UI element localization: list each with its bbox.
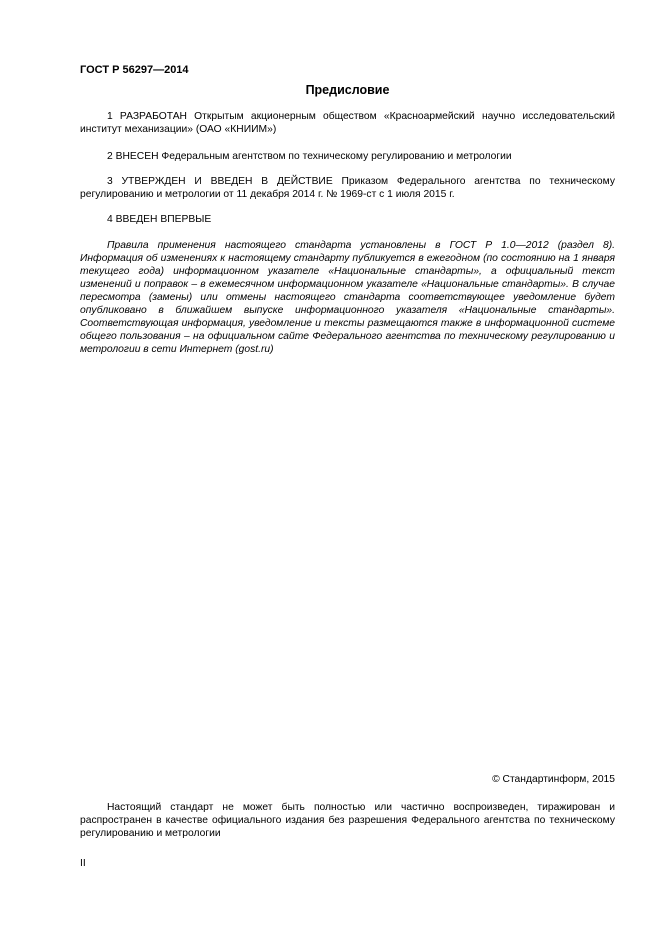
reproduction-notice: Настоящий стандарт не может быть полностью или частично воспроизведен, тиражирован и распространен в качестве официального издания без разрешения Федерального агентства по техническому регулированию и метрологии [80, 802, 615, 839]
paragraph-developed: 1 РАЗРАБОТАН Открытым акционерным обществом «Красноармейский научно исследовательский институт механизации» (ОАО «КНИИМ») [80, 111, 615, 135]
paragraph-first-introduced: 4 ВВЕДЕН ВПЕРВЫЕ [107, 214, 212, 225]
page-number: II [80, 858, 86, 869]
paragraph-notice: Правила применения настоящего стандарта установлены в ГОСТ Р 1.0—2012 (раздел 8). Информация об изменениях к настоящему стандарту публикуется в ежегодном (по состоянию на 1 января текущего года) информационном указателе «Национальные стандарты», а официальный текст изменений и поправок – в ежемесячном информационном указателе «Национальные стандарты». В случае пересмотра (замены) или отмены настоящего стандарта соответствующее уведомление будет опубликовано в ближайшем выпуске информационного указателя «Национальные стандарты». Соответствующая информация, уведомление и тексты размещаются также в информационной системе общего пользования – на официальном сайте Федерального агентства по техническому регулированию и метрологии в сети Интернет (gost.ru) [80, 240, 615, 355]
page-title: Предисловие [305, 83, 390, 97]
copyright: © Стандартинформ, 2015 [492, 774, 615, 785]
paragraph-introduced: 2 ВНЕСЕН Федеральным агентством по техническому регулированию и метрологии [107, 151, 512, 162]
paragraph-approved: 3 УТВЕРЖДЕН И ВВЕДЕН В ДЕЙСТВИЕ Приказом Федерального агентства по техническому регулированию и метрологии от 11 декабря 2014 г. № 1969-ст с 1 июля 2015 г. [80, 176, 615, 200]
standard-code: ГОСТ Р 56297—2014 [80, 64, 189, 76]
